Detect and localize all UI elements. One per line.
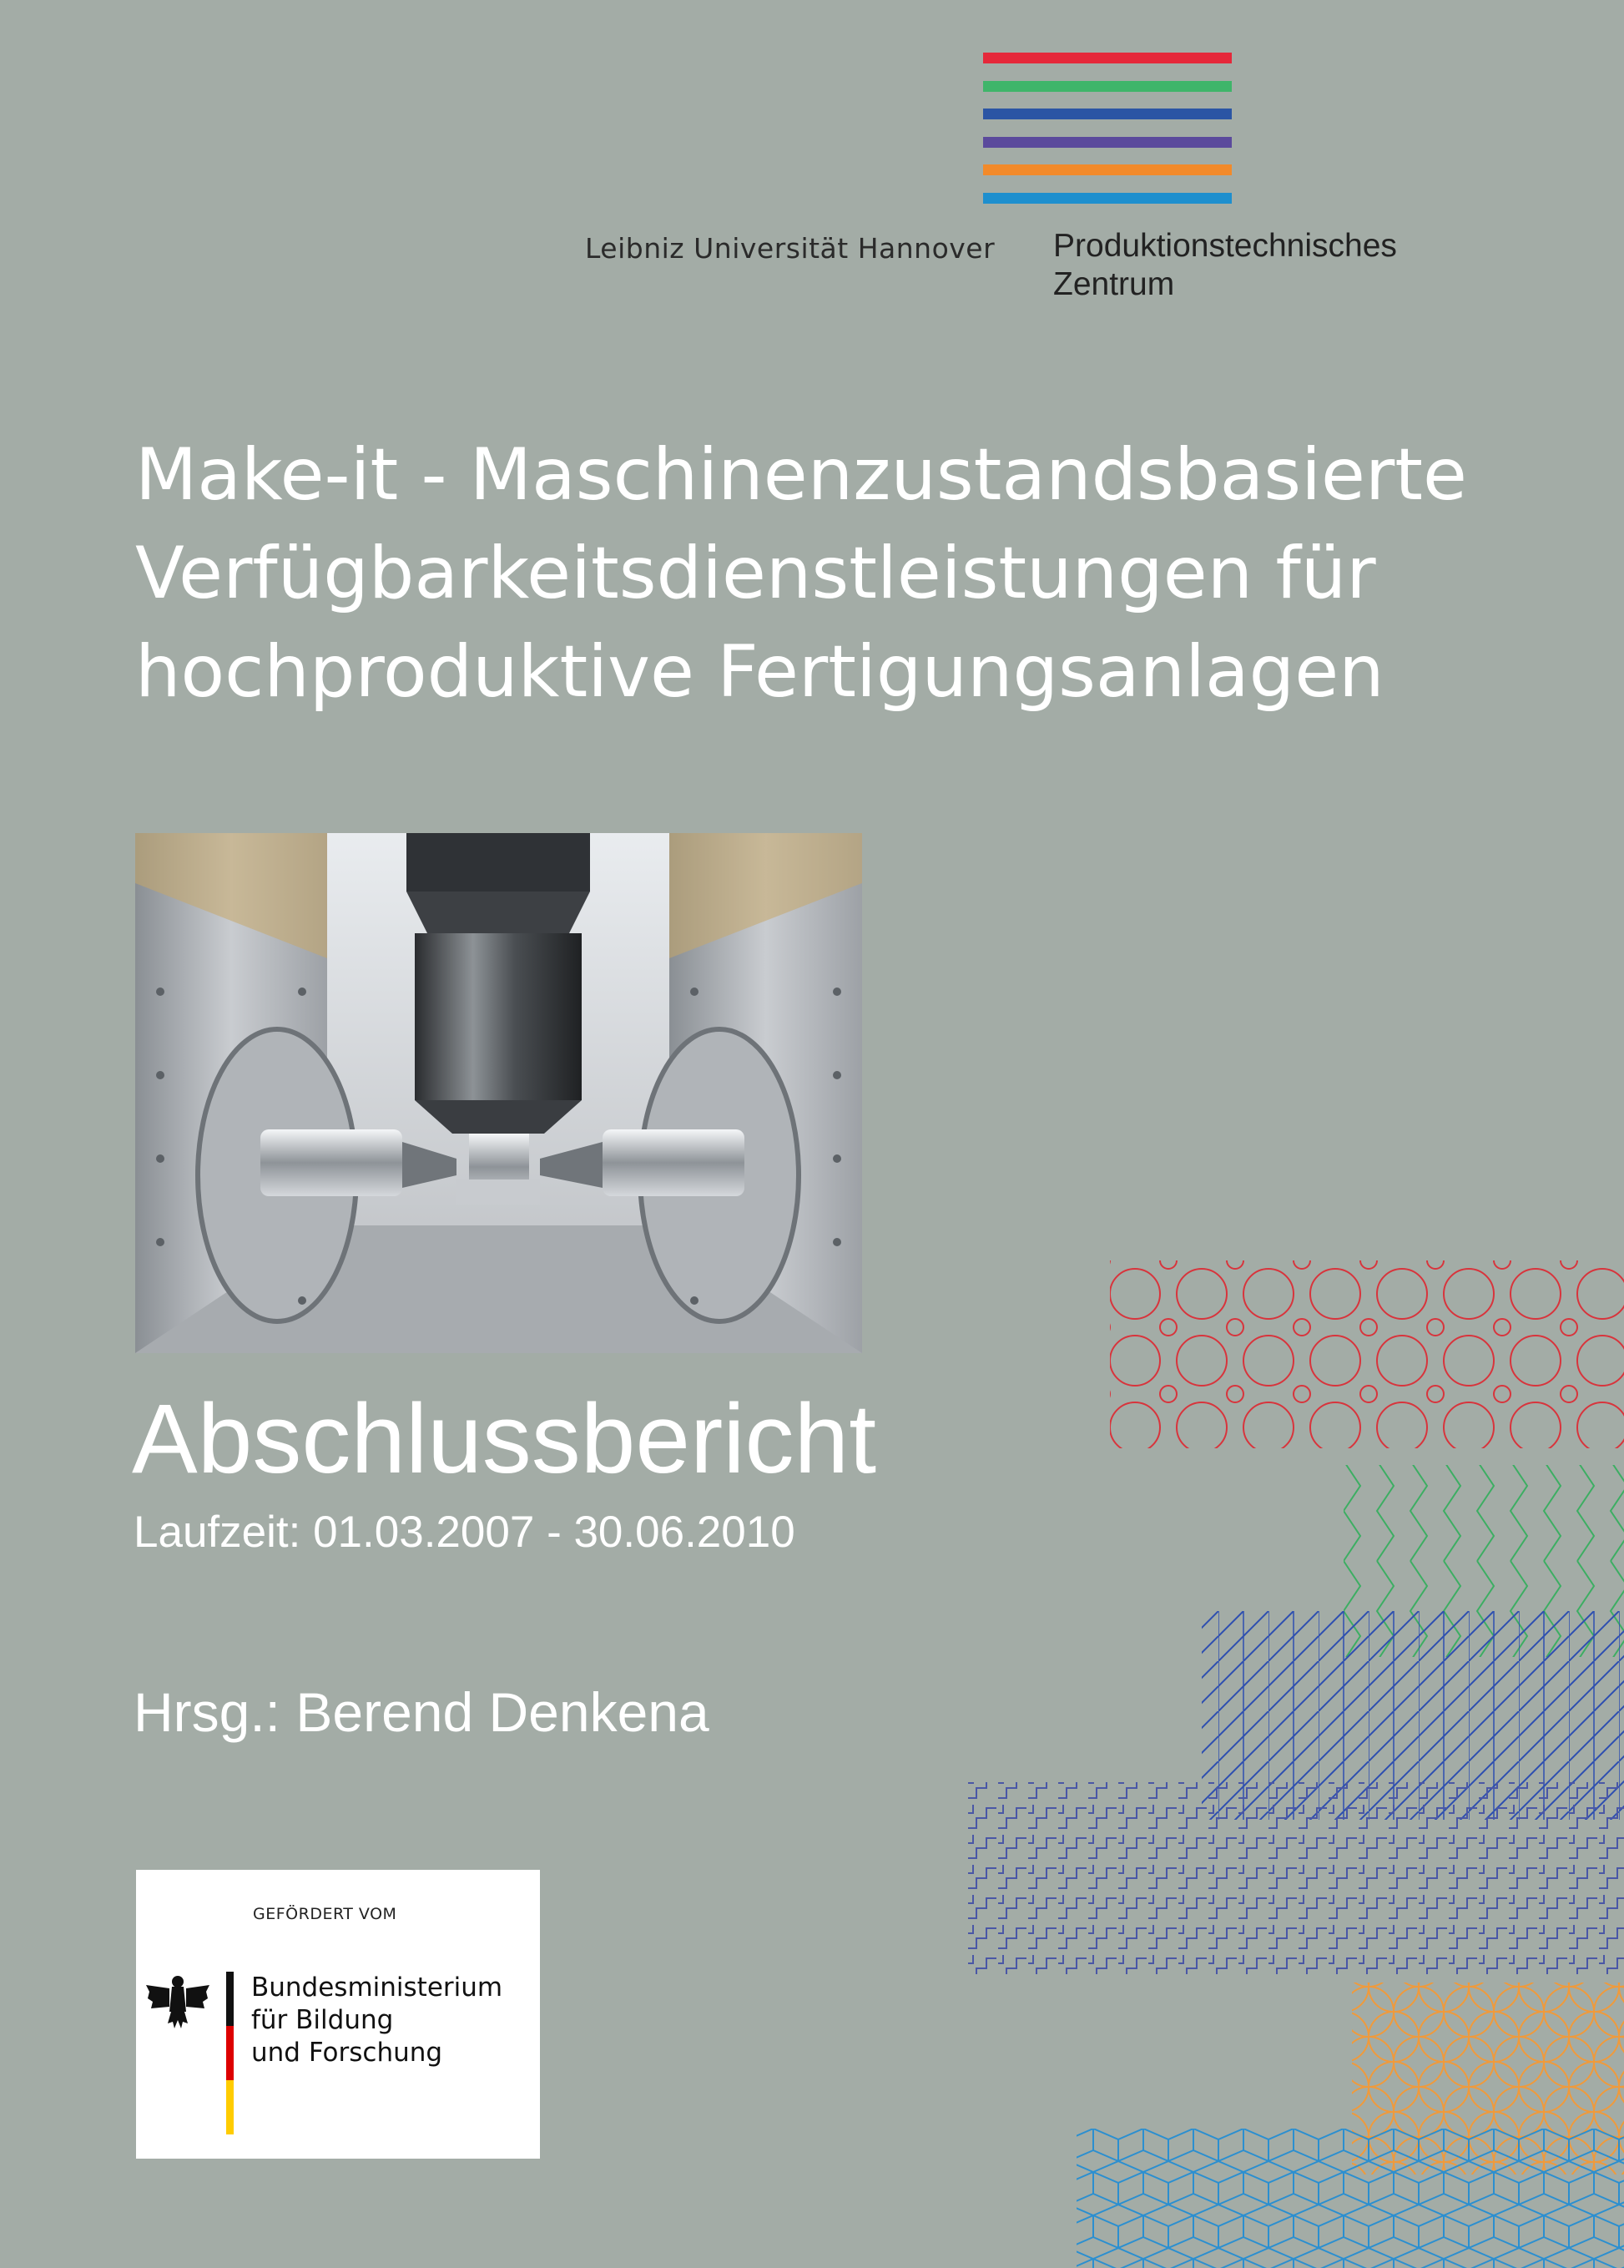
ministry-name-line3: und Forschung bbox=[251, 2038, 443, 2068]
logo-stripe-purple bbox=[983, 137, 1232, 148]
report-title-line1: Make-it - Maschinenzustandsbasierte bbox=[135, 433, 1467, 517]
logo-stripe-green bbox=[983, 81, 1232, 92]
editor-line: Hrsg.: Berend Denkena bbox=[134, 1681, 709, 1743]
federal-eagle-icon bbox=[144, 1970, 211, 2037]
logo-stripe-blue bbox=[983, 109, 1232, 119]
decorative-patterns bbox=[968, 1260, 1624, 2268]
ministry-name-line1: Bundesministerium bbox=[251, 1973, 503, 2003]
logo-stripe-orange bbox=[983, 164, 1232, 175]
flag-stripe-red bbox=[226, 2026, 234, 2080]
ministry-name bbox=[251, 1972, 502, 2069]
report-title-line2: Verfügbarkeitsdienstleistungen für bbox=[135, 532, 1376, 615]
flag-stripe-gold bbox=[226, 2080, 234, 2134]
milling-machine-photo bbox=[135, 833, 862, 1353]
logo-stripe-red bbox=[983, 53, 1232, 63]
flag-stripe-black bbox=[226, 1972, 234, 2026]
institute-name-line1: Produktionstechnisches bbox=[1053, 228, 1397, 264]
university-name: Leibniz Universität Hannover bbox=[585, 232, 996, 265]
project-period: Laufzeit: 01.03.2007 - 30.06.2010 bbox=[134, 1508, 795, 1557]
report-title-line3: hochproduktive Fertigungsanlagen bbox=[135, 630, 1384, 714]
logo-stripe-cyan bbox=[983, 193, 1232, 204]
funded-by-label: GEFÖRDERT VOM bbox=[253, 1905, 397, 1923]
pattern-cyan-cubes bbox=[1077, 2129, 1624, 2268]
institute-name-line2: Zentrum bbox=[1053, 266, 1175, 302]
report-heading: Abschlussbericht bbox=[132, 1384, 876, 1494]
report-title bbox=[135, 426, 1554, 721]
pattern-red-circles bbox=[1110, 1260, 1624, 1448]
funding-logo bbox=[136, 1870, 540, 2159]
ministry-name-line2: für Bildung bbox=[251, 2005, 394, 2035]
pattern-purple-steps bbox=[968, 1782, 1624, 1974]
institute-name bbox=[1053, 227, 1397, 304]
